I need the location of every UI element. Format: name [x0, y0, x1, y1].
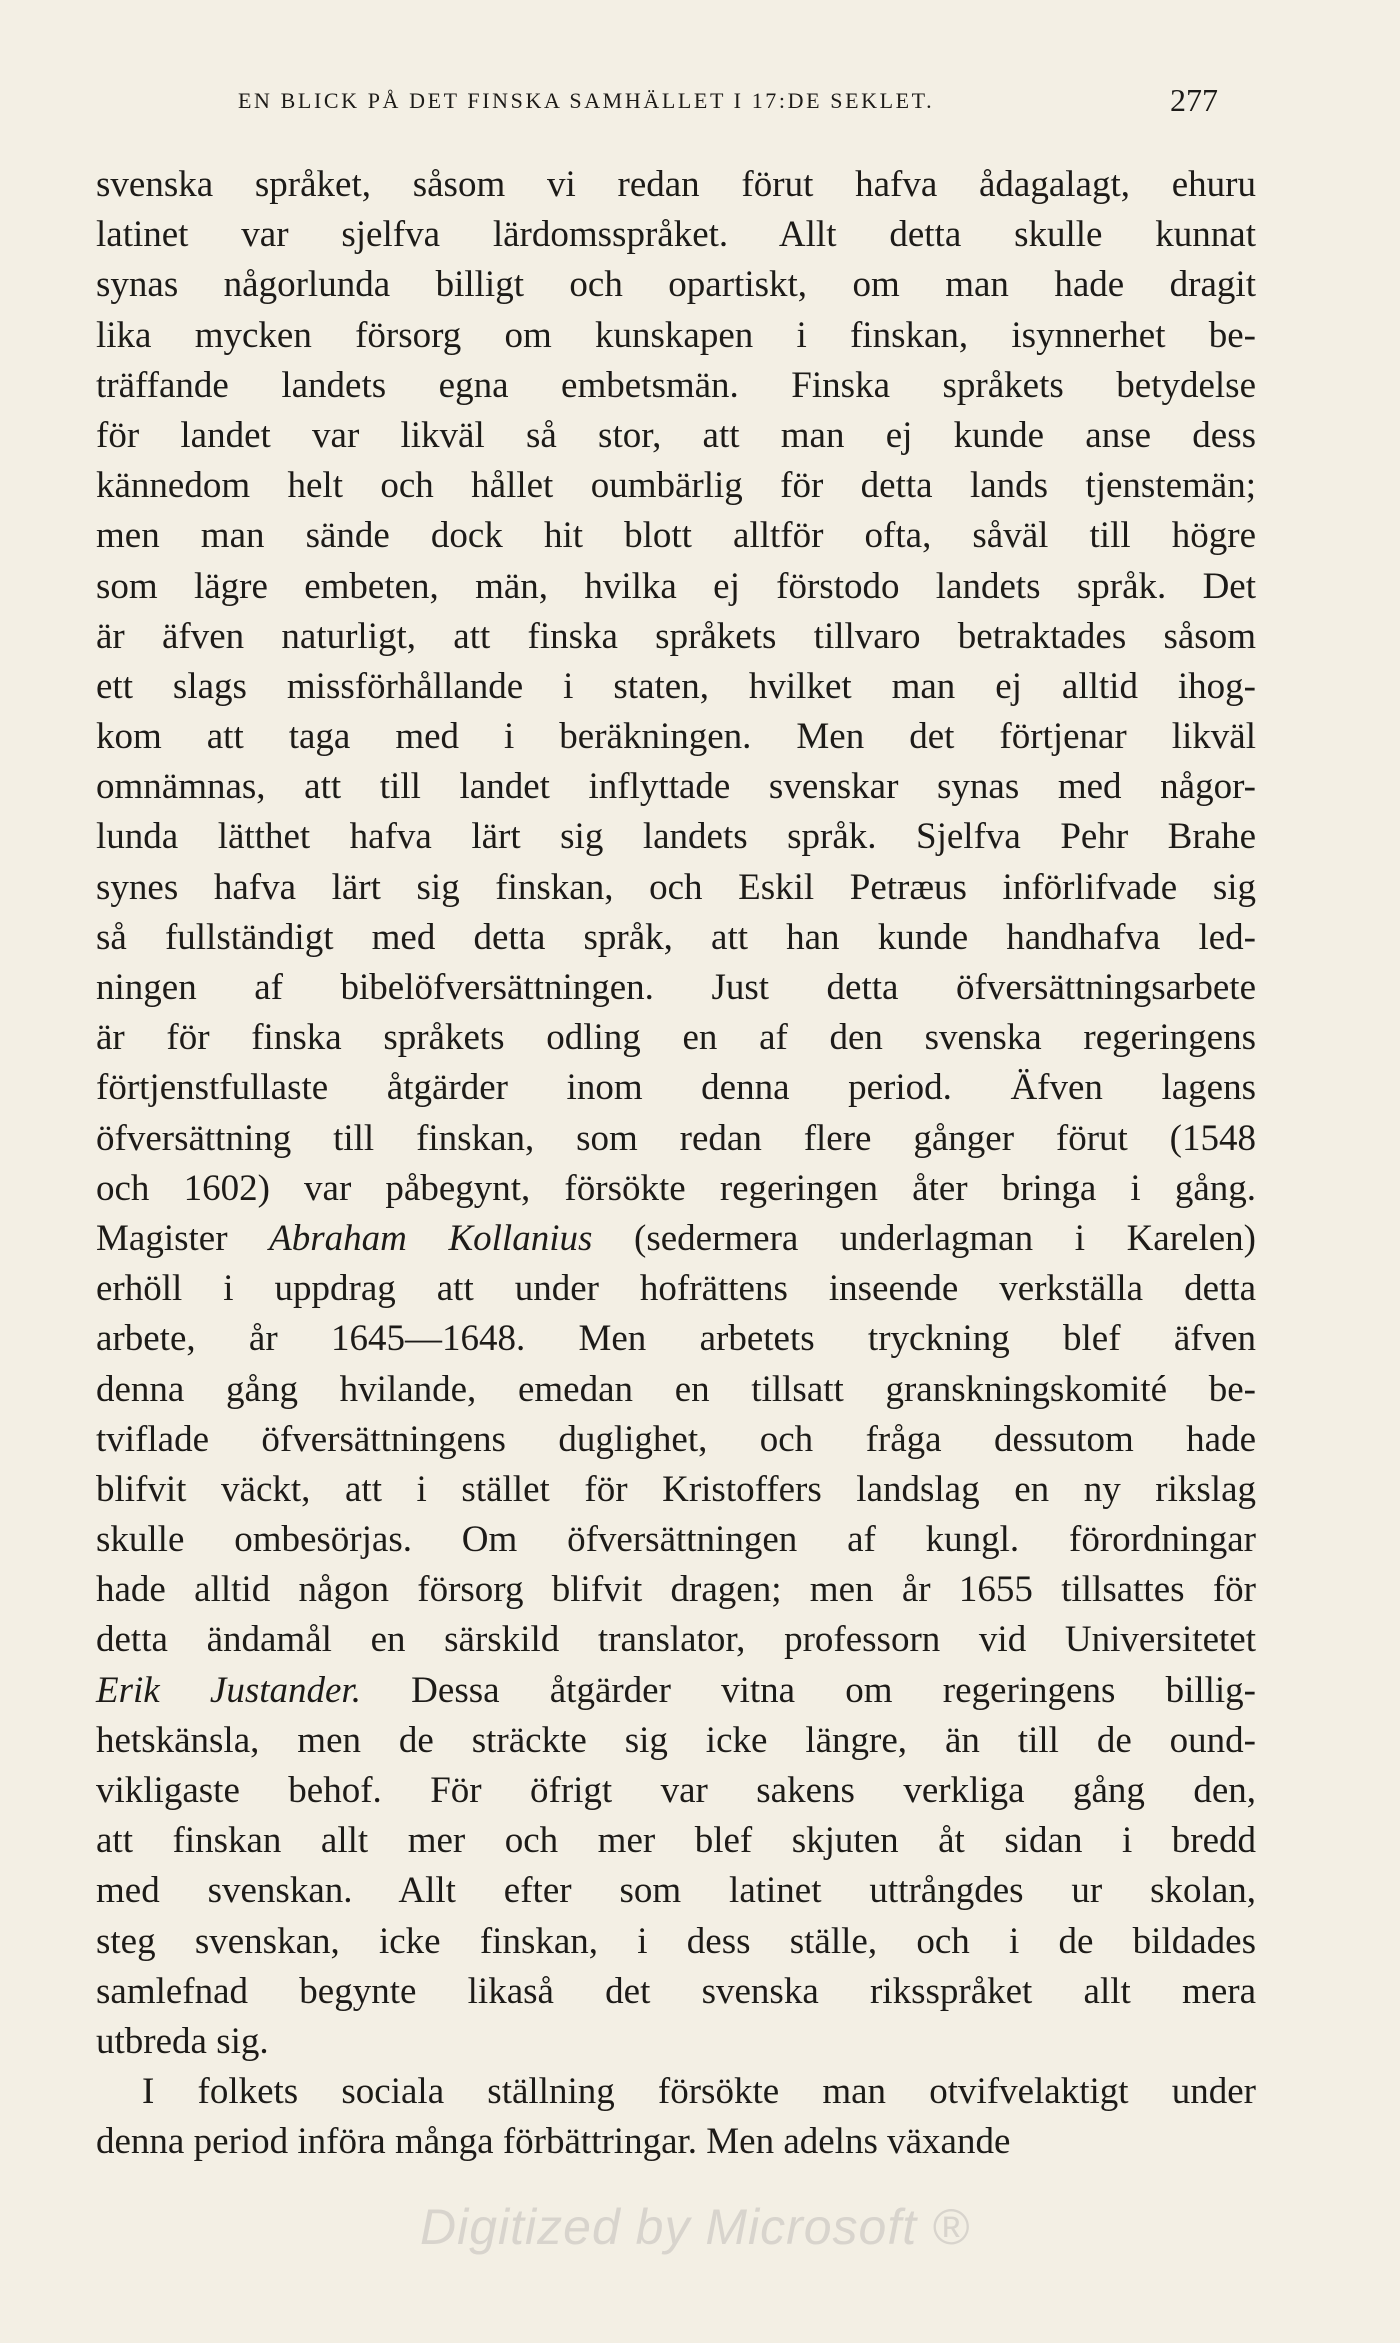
body-text	[96, 160, 1256, 2168]
text-line	[96, 2017, 1256, 2067]
text-segment: erhöll i uppdrag att under hofrättens inseende verkställa detta	[96, 1268, 1256, 1310]
text-line	[96, 1666, 1256, 1716]
text-line	[96, 1013, 1256, 1063]
text-line	[96, 1866, 1256, 1916]
text-line	[96, 762, 1256, 812]
text-line	[96, 1264, 1256, 1314]
text-segment: (sedermera underlagman i Karelen)	[592, 1217, 1256, 1259]
text-segment: så fullständigt med detta språk, att han kunde handhafva led-	[96, 916, 1256, 958]
text-segment: är äfven naturligt, att finska språkets tillvaro betraktades såsom	[96, 615, 1256, 657]
text-segment: Magister	[96, 1217, 270, 1259]
text-segment: kännedom helt och hållet oumbärlig för detta lands tjenstemän;	[96, 465, 1256, 507]
text-line	[96, 662, 1256, 712]
text-segment: detta ändamål en särskild translator, professorn vid Universitetet	[96, 1619, 1256, 1661]
text-segment: utbreda sig.	[96, 2020, 269, 2062]
text-segment: I folkets sociala ställning försökte man otvifvelaktigt under	[142, 2071, 1256, 2113]
text-segment: samlefnad begynte likaså det svenska riksspråket allt mera	[96, 1970, 1256, 2012]
text-segment: omnämnas, att till landet inflyttade svenskar synas med någor-	[96, 766, 1256, 808]
running-head	[238, 82, 1218, 122]
text-segment: tviflade öfversättningens duglighet, och fråga dessutom hade	[96, 1418, 1256, 1460]
text-line	[96, 963, 1256, 1013]
text-segment: och 1602) var påbegynt, försökte regeringen åter bringa i gång.	[96, 1167, 1256, 1209]
text-line	[96, 712, 1256, 762]
text-line	[96, 612, 1256, 662]
text-line	[96, 1114, 1256, 1164]
text-segment: denna gång hvilande, emedan en tillsatt granskningskomité be-	[96, 1368, 1256, 1410]
text-segment: men man sände dock hit blott alltför ofta, såväl till högre	[96, 515, 1256, 557]
text-segment: svenska språket, såsom vi redan förut hafva ådagalagt, ehuru	[96, 164, 1256, 205]
text-segment: att finskan allt mer och mer blef skjuten åt sidan i bredd	[96, 1820, 1256, 1862]
text-line	[96, 160, 1256, 210]
text-segment: lunda lätthet hafva lärt sig landets språk. Sjelfva Pehr Brahe	[96, 816, 1256, 858]
italic-name: Abraham Kollanius	[269, 1217, 593, 1259]
text-segment: denna period införa många förbättringar. Men adelns växande	[96, 2121, 1011, 2163]
text-line	[96, 1465, 1256, 1515]
text-segment: kom att taga med i beräkningen. Men det förtjenar likväl	[96, 716, 1256, 758]
text-segment: Dessa åtgärder vitna om regeringens billig-	[360, 1669, 1257, 1711]
text-line	[96, 1415, 1256, 1465]
text-segment: hade alltid någon försorg blifvit dragen; men år 1655 tillsattes för	[96, 1569, 1256, 1611]
text-line	[96, 361, 1256, 411]
text-segment: träffande landets egna embetsmän. Finska språkets betydelse	[96, 364, 1256, 406]
text-segment: latinet var sjelfva lärdomsspråket. Allt detta skulle kunnat	[96, 214, 1256, 256]
text-line	[96, 1716, 1256, 1766]
text-segment: vikligaste behof. För öfrigt var sakens verkliga gång den,	[96, 1770, 1256, 1811]
text-segment: synes hafva lärt sig finskan, och Eskil Petræus införlifvade sig	[96, 866, 1256, 908]
text-line	[96, 260, 1256, 310]
text-line	[96, 2117, 1256, 2167]
text-segment: ningen af bibelöfversättningen. Just detta öfversättningsarbete	[96, 967, 1256, 1008]
text-line	[96, 210, 1256, 260]
text-segment: lika mycken försorg om kunskapen i finskan, isynnerhet be-	[96, 314, 1256, 356]
text-segment: är för finska språkets odling en af den svenska regeringens	[96, 1017, 1256, 1059]
text-segment: som lägre embeten, män, hvilka ej förstodo landets språk. Det	[96, 565, 1256, 607]
text-segment: synas någorlunda billigt och opartiskt, om man hade dragit	[96, 264, 1256, 306]
text-segment: förtjenstfullaste åtgärder inom denna period. Äfven lagens	[96, 1067, 1256, 1109]
text-line	[96, 812, 1256, 862]
page-number: 277	[1170, 82, 1218, 118]
text-line	[96, 1766, 1256, 1816]
text-segment: hetskänsla, men de sträckte sig icke längre, än till de ound-	[96, 1719, 1256, 1761]
text-segment: ett slags missförhållande i staten, hvilket man ej alltid ihog-	[96, 665, 1256, 707]
text-line	[96, 1365, 1256, 1415]
text-line	[96, 1515, 1256, 1565]
text-segment: med svenskan. Allt efter som latinet uttrångdes ur skolan,	[96, 1870, 1256, 1912]
text-line	[96, 1164, 1256, 1214]
text-line	[96, 562, 1256, 612]
text-line	[96, 1816, 1256, 1866]
text-line	[96, 863, 1256, 913]
text-line	[96, 461, 1256, 511]
text-segment: skulle ombesörjas. Om öfversättningen af kungl. förordningar	[96, 1519, 1256, 1561]
paragraph	[96, 160, 1256, 2067]
text-line	[96, 411, 1256, 461]
digitization-watermark: Digitized by Microsoft ®	[420, 2199, 970, 2255]
text-line	[96, 2067, 1256, 2117]
text-line	[96, 1967, 1256, 2017]
text-line	[96, 913, 1256, 963]
paragraph	[96, 2067, 1256, 2167]
text-line	[96, 1565, 1256, 1615]
text-line	[96, 1214, 1256, 1264]
text-line	[96, 1063, 1256, 1113]
text-line	[96, 1314, 1256, 1364]
text-line	[96, 1917, 1256, 1967]
text-line	[96, 511, 1256, 561]
text-segment: steg svenskan, icke finskan, i dess ställe, och i de bildades	[96, 1920, 1256, 1962]
text-segment: blifvit väckt, att i stället för Kristoffers landslag en ny rikslag	[96, 1468, 1256, 1510]
running-title: EN BLICK PÅ DET FINSKA SAMHÄLLET I 17:DE SEKLET.	[238, 88, 935, 113]
text-segment: för landet var likväl så stor, att man ej kunde anse dess	[96, 414, 1256, 456]
text-line	[96, 1615, 1256, 1665]
text-segment: öfversättning till finskan, som redan flere gånger förut (1548	[96, 1117, 1256, 1159]
italic-name: Erik Justander.	[96, 1669, 361, 1711]
text-line	[96, 311, 1256, 361]
text-segment: arbete, år 1645—1648. Men arbetets tryckning blef äfven	[96, 1318, 1256, 1360]
